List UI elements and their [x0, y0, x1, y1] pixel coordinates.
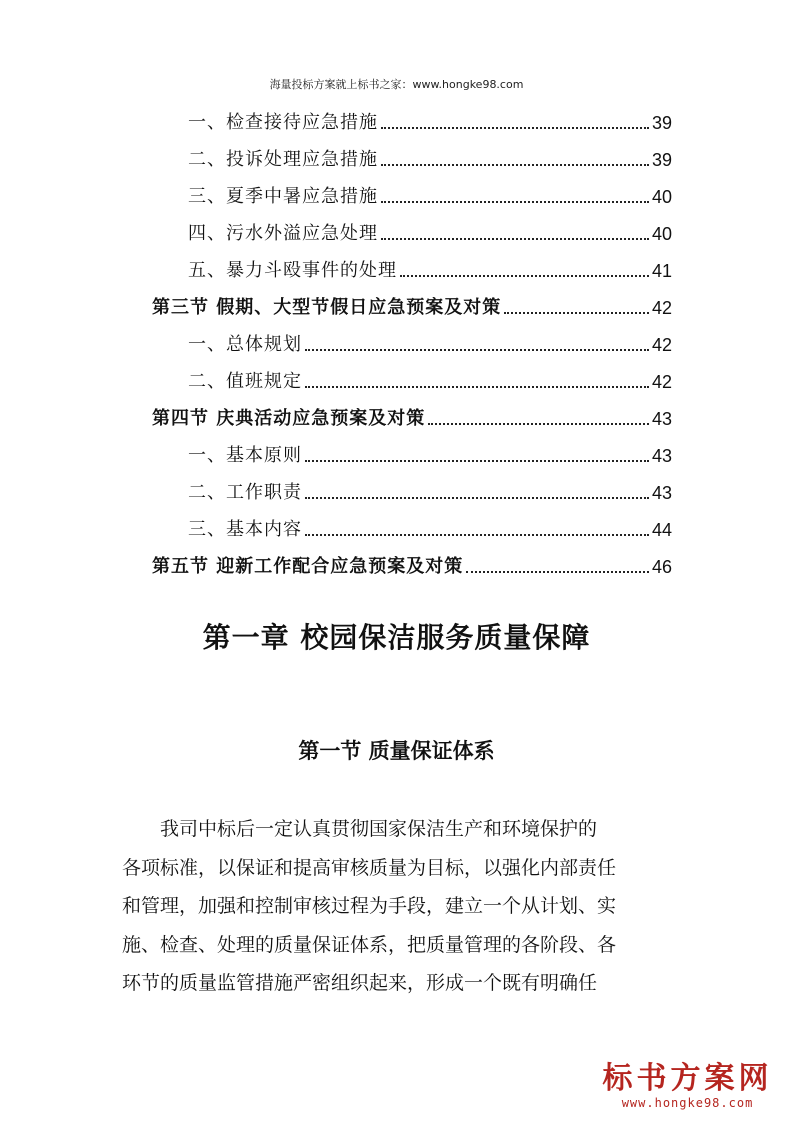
watermark-logo	[600, 1062, 775, 1110]
toc-entry-label: 五、暴力斗殴事件的处理	[188, 260, 397, 281]
toc-leader-dots	[381, 163, 649, 166]
paragraph-line: 环节的质量监管措施严密组织起来，形成一个既有明确任	[122, 972, 598, 994]
toc-entry-page: 44	[651, 520, 672, 540]
toc-section-entry[interactable]	[152, 400, 672, 430]
toc-entry-page: 46	[651, 557, 672, 577]
toc-leader-dots	[381, 126, 649, 129]
watermark-title: 标书方案网	[602, 1061, 773, 1096]
toc-entry-page: 42	[651, 298, 672, 318]
toc-entry-label: 三、基本内容	[188, 519, 302, 540]
toc-leader-dots	[428, 422, 649, 425]
paragraph-line: 我司中标后一定认真贯彻国家保洁生产和环境保护的	[122, 818, 598, 840]
toc-leader-dots	[381, 237, 649, 240]
toc-section-entry[interactable]	[152, 289, 672, 319]
paragraph-line: 各项标准，以保证和提高审核质量为目标，以强化内部责任	[122, 856, 617, 879]
toc-entry-label: 一、检查接待应急措施	[188, 112, 378, 133]
toc-leader-dots	[305, 496, 649, 499]
toc-entry[interactable]	[188, 104, 672, 134]
toc-entry-page: 42	[651, 335, 672, 355]
toc-entry[interactable]	[188, 215, 672, 245]
toc-entry[interactable]	[188, 437, 672, 467]
toc-leader-dots	[305, 459, 649, 462]
toc-entry[interactable]	[188, 178, 672, 208]
toc-entry-label: 三、夏季中暑应急措施	[188, 186, 378, 207]
page-header: 海量投标方案就上标书之家：www.hongke98.com	[269, 78, 524, 91]
toc-leader-dots	[305, 385, 649, 388]
toc-leader-dots	[466, 570, 649, 573]
toc-entry-page: 41	[651, 261, 672, 281]
body-paragraph	[122, 810, 682, 1003]
toc-entry-page: 43	[651, 446, 672, 466]
toc-entry-page: 39	[651, 150, 672, 170]
toc-entry[interactable]	[188, 474, 672, 504]
toc-entry-label: 二、工作职责	[188, 482, 302, 503]
section-title: 第一节 质量保证体系	[298, 739, 495, 763]
toc-entry-label: 第三节 假期、大型节假日应急预案及对策	[152, 297, 502, 318]
toc-entry-label: 二、投诉处理应急措施	[188, 149, 378, 170]
toc-entry-label: 四、污水外溢应急处理	[188, 223, 378, 244]
toc-leader-dots	[504, 311, 649, 314]
toc-entry-page: 40	[651, 187, 672, 207]
toc-entry-page: 39	[651, 113, 672, 133]
toc-leader-dots	[305, 533, 649, 536]
watermark-url: www.hongke98.com	[621, 1096, 754, 1110]
toc-entry-label: 第四节 庆典活动应急预案及对策	[152, 408, 426, 429]
toc-entry[interactable]	[188, 141, 672, 171]
toc-leader-dots	[381, 200, 649, 203]
toc-entry[interactable]	[188, 252, 672, 282]
toc-entry[interactable]	[188, 326, 672, 356]
paragraph-line: 施、检查、处理的质量保证体系，把质量管理的各阶段、各	[122, 933, 617, 956]
toc-section-entry[interactable]	[152, 548, 672, 578]
toc-entry-page: 43	[651, 409, 672, 429]
toc-entry[interactable]	[188, 363, 672, 393]
toc-leader-dots	[400, 274, 649, 277]
toc-entry-label: 一、总体规划	[188, 334, 302, 355]
toc-entry-page: 43	[651, 483, 672, 503]
toc-entry-page: 40	[651, 224, 672, 244]
paragraph-line: 和管理，加强和控制审核过程为手段，建立一个从计划、实	[122, 895, 617, 917]
chapter-title: 第一章 校园保洁服务质量保障	[202, 621, 591, 654]
toc-entry-label: 二、值班规定	[188, 371, 302, 392]
toc-entry-page: 42	[651, 372, 672, 392]
toc-entry-label: 第五节 迎新工作配合应急预案及对策	[152, 556, 464, 577]
toc-entry[interactable]	[188, 511, 672, 541]
toc-leader-dots	[305, 348, 649, 351]
toc-entry-label: 一、基本原则	[188, 445, 302, 466]
